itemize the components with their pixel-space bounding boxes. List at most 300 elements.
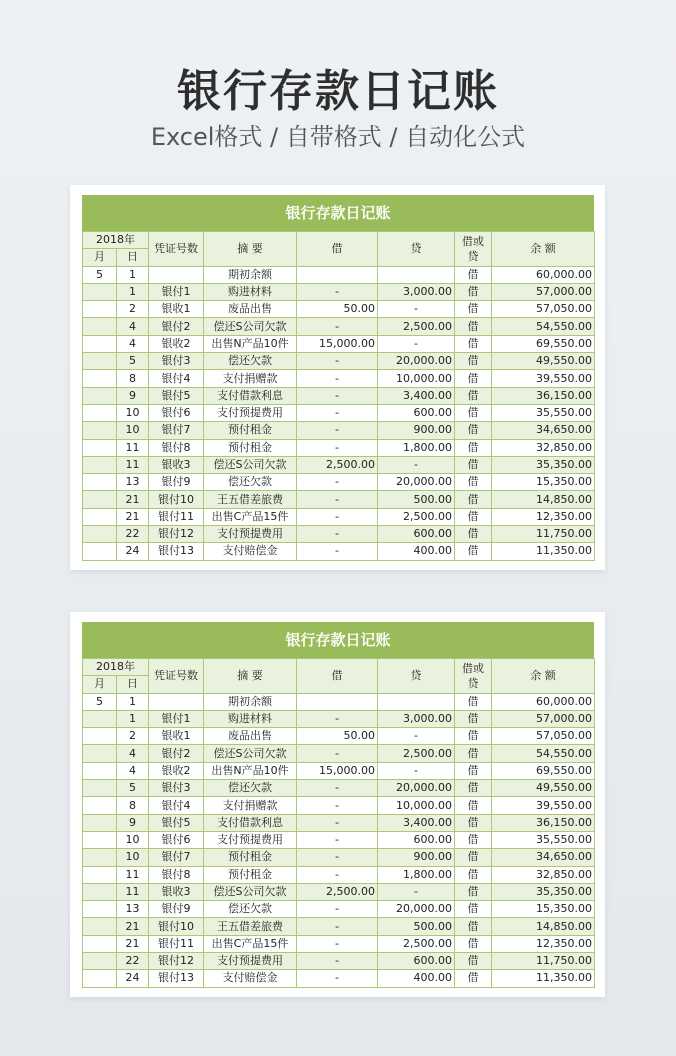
cell-month bbox=[83, 318, 117, 335]
cell-month bbox=[83, 970, 117, 987]
cell-direction: 借 bbox=[455, 728, 492, 745]
cell-summary: 支付借款利息 bbox=[204, 387, 297, 404]
cell-direction: 借 bbox=[455, 318, 492, 335]
cell-voucher: 银付3 bbox=[149, 353, 204, 370]
table-row bbox=[83, 439, 595, 456]
cell-balance: 11,750.00 bbox=[492, 953, 595, 970]
cell-debit: - bbox=[297, 353, 378, 370]
cell-day: 11 bbox=[117, 439, 149, 456]
cell-credit: - bbox=[378, 456, 455, 473]
table-row bbox=[83, 543, 595, 560]
cell-summary: 支付预提费用 bbox=[204, 831, 297, 848]
cell-month bbox=[83, 526, 117, 543]
cell-month: 5 bbox=[83, 266, 117, 283]
table-row bbox=[83, 883, 595, 900]
cell-credit: 600.00 bbox=[378, 831, 455, 848]
cell-voucher bbox=[149, 266, 204, 283]
header-month: 月 bbox=[83, 676, 117, 693]
cell-credit: - bbox=[378, 762, 455, 779]
table-row bbox=[83, 935, 595, 952]
cell-balance: 14,850.00 bbox=[492, 491, 595, 508]
cell-voucher: 银付6 bbox=[149, 404, 204, 421]
table-row bbox=[83, 953, 595, 970]
cell-voucher: 银付3 bbox=[149, 780, 204, 797]
cell-debit: - bbox=[297, 283, 378, 300]
ledger-table bbox=[82, 658, 595, 988]
cell-balance: 36,150.00 bbox=[492, 387, 595, 404]
cell-day: 2 bbox=[117, 301, 149, 318]
cell-day: 24 bbox=[117, 543, 149, 560]
cell-debit: - bbox=[297, 745, 378, 762]
cell-month bbox=[83, 422, 117, 439]
cell-credit: - bbox=[378, 335, 455, 352]
cell-day: 1 bbox=[117, 693, 149, 710]
header-direction: 借或贷 bbox=[455, 659, 492, 694]
cell-direction: 借 bbox=[455, 404, 492, 421]
cell-balance: 15,350.00 bbox=[492, 901, 595, 918]
cell-voucher: 银付9 bbox=[149, 901, 204, 918]
cell-day: 21 bbox=[117, 491, 149, 508]
cell-voucher: 银付2 bbox=[149, 318, 204, 335]
cell-summary: 预付租金 bbox=[204, 849, 297, 866]
cell-voucher: 银付9 bbox=[149, 474, 204, 491]
cell-voucher: 银付7 bbox=[149, 422, 204, 439]
cell-day: 1 bbox=[117, 266, 149, 283]
cell-month bbox=[83, 543, 117, 560]
cell-balance: 69,550.00 bbox=[492, 762, 595, 779]
cell-direction: 借 bbox=[455, 422, 492, 439]
cell-voucher: 银付10 bbox=[149, 491, 204, 508]
cell-credit: 900.00 bbox=[378, 849, 455, 866]
cell-credit: - bbox=[378, 728, 455, 745]
table-row bbox=[83, 710, 595, 727]
cell-credit: 2,500.00 bbox=[378, 508, 455, 525]
cell-voucher: 银收1 bbox=[149, 301, 204, 318]
cell-balance: 14,850.00 bbox=[492, 918, 595, 935]
table-row bbox=[83, 745, 595, 762]
cell-balance: 32,850.00 bbox=[492, 866, 595, 883]
cell-summary: 王五借差旅费 bbox=[204, 491, 297, 508]
cell-debit: 50.00 bbox=[297, 301, 378, 318]
cell-voucher: 银付4 bbox=[149, 370, 204, 387]
ledger-card-2 bbox=[70, 612, 605, 997]
cell-day: 5 bbox=[117, 353, 149, 370]
cell-balance: 54,550.00 bbox=[492, 745, 595, 762]
header-debit: 借 bbox=[297, 232, 378, 267]
header-direction: 借或贷 bbox=[455, 232, 492, 267]
cell-summary: 支付预提费用 bbox=[204, 526, 297, 543]
cell-summary: 支付赔偿金 bbox=[204, 970, 297, 987]
header-day: 日 bbox=[117, 676, 149, 693]
sheet-title: 银行存款日记账 bbox=[82, 622, 594, 658]
cell-summary: 偿还欠款 bbox=[204, 901, 297, 918]
cell-debit: - bbox=[297, 970, 378, 987]
table-row bbox=[83, 918, 595, 935]
cell-direction: 借 bbox=[455, 831, 492, 848]
cell-month bbox=[83, 404, 117, 421]
header-debit: 借 bbox=[297, 659, 378, 694]
table-row bbox=[83, 404, 595, 421]
table-row bbox=[83, 318, 595, 335]
cell-credit bbox=[378, 693, 455, 710]
cell-direction: 借 bbox=[455, 526, 492, 543]
cell-balance: 12,350.00 bbox=[492, 508, 595, 525]
cell-debit bbox=[297, 266, 378, 283]
cell-balance: 39,550.00 bbox=[492, 370, 595, 387]
cell-voucher: 银付8 bbox=[149, 439, 204, 456]
cell-summary: 废品出售 bbox=[204, 728, 297, 745]
cell-credit: 3,000.00 bbox=[378, 283, 455, 300]
sheet-title: 银行存款日记账 bbox=[82, 195, 594, 231]
cell-debit: - bbox=[297, 953, 378, 970]
table-row bbox=[83, 901, 595, 918]
cell-credit: 400.00 bbox=[378, 543, 455, 560]
cell-direction: 借 bbox=[455, 693, 492, 710]
cell-debit: - bbox=[297, 797, 378, 814]
header-credit: 贷 bbox=[378, 659, 455, 694]
cell-day: 10 bbox=[117, 849, 149, 866]
cell-month bbox=[83, 797, 117, 814]
cell-credit: 1,800.00 bbox=[378, 439, 455, 456]
cell-month bbox=[83, 353, 117, 370]
cell-debit: 15,000.00 bbox=[297, 762, 378, 779]
cell-month bbox=[83, 301, 117, 318]
cell-debit: 2,500.00 bbox=[297, 456, 378, 473]
table-row bbox=[83, 387, 595, 404]
cell-credit: 20,000.00 bbox=[378, 353, 455, 370]
table-row bbox=[83, 456, 595, 473]
cell-balance: 39,550.00 bbox=[492, 797, 595, 814]
cell-direction: 借 bbox=[455, 301, 492, 318]
cell-month bbox=[83, 710, 117, 727]
cell-voucher: 银付5 bbox=[149, 814, 204, 831]
header-year: 2018年 bbox=[83, 232, 149, 249]
header-day: 日 bbox=[117, 249, 149, 266]
header-voucher: 凭证号数 bbox=[149, 659, 204, 694]
cell-credit: 500.00 bbox=[378, 491, 455, 508]
table-row bbox=[83, 849, 595, 866]
cell-debit: - bbox=[297, 814, 378, 831]
cell-debit: - bbox=[297, 866, 378, 883]
cell-summary: 购进材料 bbox=[204, 283, 297, 300]
cell-summary: 购进材料 bbox=[204, 710, 297, 727]
cell-balance: 35,550.00 bbox=[492, 404, 595, 421]
cell-day: 10 bbox=[117, 422, 149, 439]
cell-day: 22 bbox=[117, 526, 149, 543]
cell-credit: 600.00 bbox=[378, 526, 455, 543]
cell-debit: - bbox=[297, 491, 378, 508]
header-summary: 摘 要 bbox=[204, 232, 297, 267]
header-year: 2018年 bbox=[83, 659, 149, 676]
cell-summary: 偿还S公司欠款 bbox=[204, 745, 297, 762]
cell-direction: 借 bbox=[455, 762, 492, 779]
cell-debit: - bbox=[297, 508, 378, 525]
cell-summary: 出售N产品10件 bbox=[204, 335, 297, 352]
cell-balance: 69,550.00 bbox=[492, 335, 595, 352]
cell-debit: - bbox=[297, 404, 378, 421]
cell-direction: 借 bbox=[455, 883, 492, 900]
ledger-card-1 bbox=[70, 185, 605, 570]
cell-month bbox=[83, 387, 117, 404]
cell-direction: 借 bbox=[455, 456, 492, 473]
cell-direction: 借 bbox=[455, 353, 492, 370]
cell-voucher: 银付4 bbox=[149, 797, 204, 814]
cell-debit: - bbox=[297, 318, 378, 335]
cell-direction: 借 bbox=[455, 474, 492, 491]
cell-day: 9 bbox=[117, 814, 149, 831]
cell-direction: 借 bbox=[455, 508, 492, 525]
cell-month bbox=[83, 901, 117, 918]
cell-debit: - bbox=[297, 780, 378, 797]
cell-credit: 1,800.00 bbox=[378, 866, 455, 883]
ledger-table bbox=[82, 231, 595, 561]
cell-day: 13 bbox=[117, 474, 149, 491]
cell-credit bbox=[378, 266, 455, 283]
header-balance: 余 额 bbox=[492, 659, 595, 694]
header-month: 月 bbox=[83, 249, 117, 266]
cell-month: 5 bbox=[83, 693, 117, 710]
cell-day: 24 bbox=[117, 970, 149, 987]
cell-day: 22 bbox=[117, 953, 149, 970]
table-row bbox=[83, 353, 595, 370]
cell-voucher: 银付6 bbox=[149, 831, 204, 848]
cell-balance: 60,000.00 bbox=[492, 266, 595, 283]
cell-summary: 偿还欠款 bbox=[204, 474, 297, 491]
cell-credit: 3,400.00 bbox=[378, 387, 455, 404]
table-row bbox=[83, 508, 595, 525]
cell-direction: 借 bbox=[455, 491, 492, 508]
cell-day: 11 bbox=[117, 456, 149, 473]
cell-debit: 50.00 bbox=[297, 728, 378, 745]
cell-month bbox=[83, 335, 117, 352]
cell-balance: 35,550.00 bbox=[492, 831, 595, 848]
cell-direction: 借 bbox=[455, 797, 492, 814]
cell-voucher: 银付8 bbox=[149, 866, 204, 883]
cell-direction: 借 bbox=[455, 953, 492, 970]
cell-balance: 57,000.00 bbox=[492, 283, 595, 300]
cell-day: 4 bbox=[117, 335, 149, 352]
cell-balance: 11,750.00 bbox=[492, 526, 595, 543]
cell-balance: 36,150.00 bbox=[492, 814, 595, 831]
cell-day: 4 bbox=[117, 318, 149, 335]
table-row bbox=[83, 970, 595, 987]
cell-balance: 49,550.00 bbox=[492, 353, 595, 370]
cell-summary: 出售C产品15件 bbox=[204, 935, 297, 952]
cell-balance: 35,350.00 bbox=[492, 883, 595, 900]
cell-debit: - bbox=[297, 901, 378, 918]
cell-debit: - bbox=[297, 474, 378, 491]
cell-voucher: 银付5 bbox=[149, 387, 204, 404]
cell-direction: 借 bbox=[455, 387, 492, 404]
header-voucher: 凭证号数 bbox=[149, 232, 204, 267]
cell-voucher: 银付13 bbox=[149, 970, 204, 987]
cell-direction: 借 bbox=[455, 439, 492, 456]
cell-month bbox=[83, 831, 117, 848]
cell-voucher: 银付1 bbox=[149, 710, 204, 727]
cell-day: 10 bbox=[117, 404, 149, 421]
cell-day: 13 bbox=[117, 901, 149, 918]
cell-direction: 借 bbox=[455, 780, 492, 797]
header-summary: 摘 要 bbox=[204, 659, 297, 694]
cell-direction: 借 bbox=[455, 901, 492, 918]
cell-balance: 11,350.00 bbox=[492, 543, 595, 560]
cell-direction: 借 bbox=[455, 543, 492, 560]
cell-day: 21 bbox=[117, 935, 149, 952]
cell-balance: 34,650.00 bbox=[492, 849, 595, 866]
table-row bbox=[83, 831, 595, 848]
cell-voucher: 银付10 bbox=[149, 918, 204, 935]
cell-debit: - bbox=[297, 422, 378, 439]
cell-voucher: 银收2 bbox=[149, 762, 204, 779]
cell-summary: 期初余额 bbox=[204, 266, 297, 283]
cell-credit: 900.00 bbox=[378, 422, 455, 439]
cell-balance: 57,050.00 bbox=[492, 301, 595, 318]
cell-voucher: 银收3 bbox=[149, 456, 204, 473]
cell-voucher: 银收3 bbox=[149, 883, 204, 900]
cell-credit: 500.00 bbox=[378, 918, 455, 935]
cell-debit: - bbox=[297, 831, 378, 848]
cell-debit: - bbox=[297, 543, 378, 560]
table-row bbox=[83, 797, 595, 814]
cell-direction: 借 bbox=[455, 335, 492, 352]
cell-voucher: 银付11 bbox=[149, 508, 204, 525]
cell-day: 8 bbox=[117, 370, 149, 387]
cell-summary: 预付租金 bbox=[204, 866, 297, 883]
cell-debit: - bbox=[297, 710, 378, 727]
table-row bbox=[83, 693, 595, 710]
cell-credit: 2,500.00 bbox=[378, 318, 455, 335]
cell-direction: 借 bbox=[455, 283, 492, 300]
cell-direction: 借 bbox=[455, 935, 492, 952]
cell-summary: 偿还欠款 bbox=[204, 780, 297, 797]
cell-day: 1 bbox=[117, 283, 149, 300]
cell-direction: 借 bbox=[455, 849, 492, 866]
cell-balance: 34,650.00 bbox=[492, 422, 595, 439]
cell-day: 21 bbox=[117, 508, 149, 525]
cell-credit: 20,000.00 bbox=[378, 901, 455, 918]
cell-summary: 偿还S公司欠款 bbox=[204, 456, 297, 473]
cell-balance: 49,550.00 bbox=[492, 780, 595, 797]
cell-month bbox=[83, 780, 117, 797]
cell-day: 11 bbox=[117, 883, 149, 900]
table-row bbox=[83, 301, 595, 318]
cell-month bbox=[83, 953, 117, 970]
cell-voucher: 银付12 bbox=[149, 526, 204, 543]
cell-balance: 57,050.00 bbox=[492, 728, 595, 745]
cell-balance: 57,000.00 bbox=[492, 710, 595, 727]
cell-month bbox=[83, 745, 117, 762]
cell-direction: 借 bbox=[455, 970, 492, 987]
cell-summary: 偿还S公司欠款 bbox=[204, 318, 297, 335]
cell-month bbox=[83, 439, 117, 456]
cell-balance: 35,350.00 bbox=[492, 456, 595, 473]
cell-direction: 借 bbox=[455, 710, 492, 727]
cell-summary: 王五借差旅费 bbox=[204, 918, 297, 935]
table-row bbox=[83, 814, 595, 831]
cell-balance: 11,350.00 bbox=[492, 970, 595, 987]
cell-direction: 借 bbox=[455, 918, 492, 935]
cell-summary: 支付捐赠款 bbox=[204, 370, 297, 387]
cell-debit bbox=[297, 693, 378, 710]
page-subtitle: Excel格式 / 自带格式 / 自动化公式 bbox=[150, 123, 526, 151]
cell-credit: - bbox=[378, 301, 455, 318]
cell-summary: 偿还欠款 bbox=[204, 353, 297, 370]
cell-month bbox=[83, 762, 117, 779]
cell-direction: 借 bbox=[455, 814, 492, 831]
cell-credit: 20,000.00 bbox=[378, 780, 455, 797]
cell-day: 8 bbox=[117, 797, 149, 814]
cell-day: 5 bbox=[117, 780, 149, 797]
cell-voucher: 银付7 bbox=[149, 849, 204, 866]
cell-summary: 支付借款利息 bbox=[204, 814, 297, 831]
cell-voucher: 银付2 bbox=[149, 745, 204, 762]
cell-balance: 32,850.00 bbox=[492, 439, 595, 456]
table-row bbox=[83, 526, 595, 543]
cell-summary: 出售N产品10件 bbox=[204, 762, 297, 779]
cell-day: 10 bbox=[117, 831, 149, 848]
cell-day: 9 bbox=[117, 387, 149, 404]
cell-credit: 2,500.00 bbox=[378, 935, 455, 952]
cell-credit: 10,000.00 bbox=[378, 797, 455, 814]
cell-credit: - bbox=[378, 883, 455, 900]
table-row bbox=[83, 780, 595, 797]
cell-voucher bbox=[149, 693, 204, 710]
table-row bbox=[83, 474, 595, 491]
cell-summary: 预付租金 bbox=[204, 439, 297, 456]
cell-debit: - bbox=[297, 387, 378, 404]
table-row bbox=[83, 422, 595, 439]
table-row bbox=[83, 866, 595, 883]
cell-month bbox=[83, 491, 117, 508]
cell-credit: 2,500.00 bbox=[378, 745, 455, 762]
cell-day: 21 bbox=[117, 918, 149, 935]
cell-summary: 出售C产品15件 bbox=[204, 508, 297, 525]
cell-month bbox=[83, 918, 117, 935]
cell-voucher: 银付1 bbox=[149, 283, 204, 300]
cell-voucher: 银收1 bbox=[149, 728, 204, 745]
table-row bbox=[83, 283, 595, 300]
cell-day: 4 bbox=[117, 745, 149, 762]
cell-summary: 期初余额 bbox=[204, 693, 297, 710]
header-credit: 贷 bbox=[378, 232, 455, 267]
cell-debit: 15,000.00 bbox=[297, 335, 378, 352]
cell-direction: 借 bbox=[455, 370, 492, 387]
cell-balance: 12,350.00 bbox=[492, 935, 595, 952]
table-row bbox=[83, 335, 595, 352]
table-row bbox=[83, 370, 595, 387]
cell-direction: 借 bbox=[455, 745, 492, 762]
cell-month bbox=[83, 370, 117, 387]
cell-summary: 支付预提费用 bbox=[204, 953, 297, 970]
cell-credit: 10,000.00 bbox=[378, 370, 455, 387]
cell-credit: 600.00 bbox=[378, 953, 455, 970]
cell-summary: 预付租金 bbox=[204, 422, 297, 439]
cell-month bbox=[83, 883, 117, 900]
page-title: 银行存款日记账 bbox=[177, 66, 499, 117]
cell-debit: - bbox=[297, 918, 378, 935]
cell-month bbox=[83, 814, 117, 831]
cell-direction: 借 bbox=[455, 266, 492, 283]
table-row bbox=[83, 728, 595, 745]
cell-credit: 400.00 bbox=[378, 970, 455, 987]
cell-day: 4 bbox=[117, 762, 149, 779]
cell-month bbox=[83, 283, 117, 300]
cell-debit: - bbox=[297, 370, 378, 387]
cell-credit: 3,400.00 bbox=[378, 814, 455, 831]
cell-day: 11 bbox=[117, 866, 149, 883]
table-row bbox=[83, 762, 595, 779]
table-row bbox=[83, 266, 595, 283]
